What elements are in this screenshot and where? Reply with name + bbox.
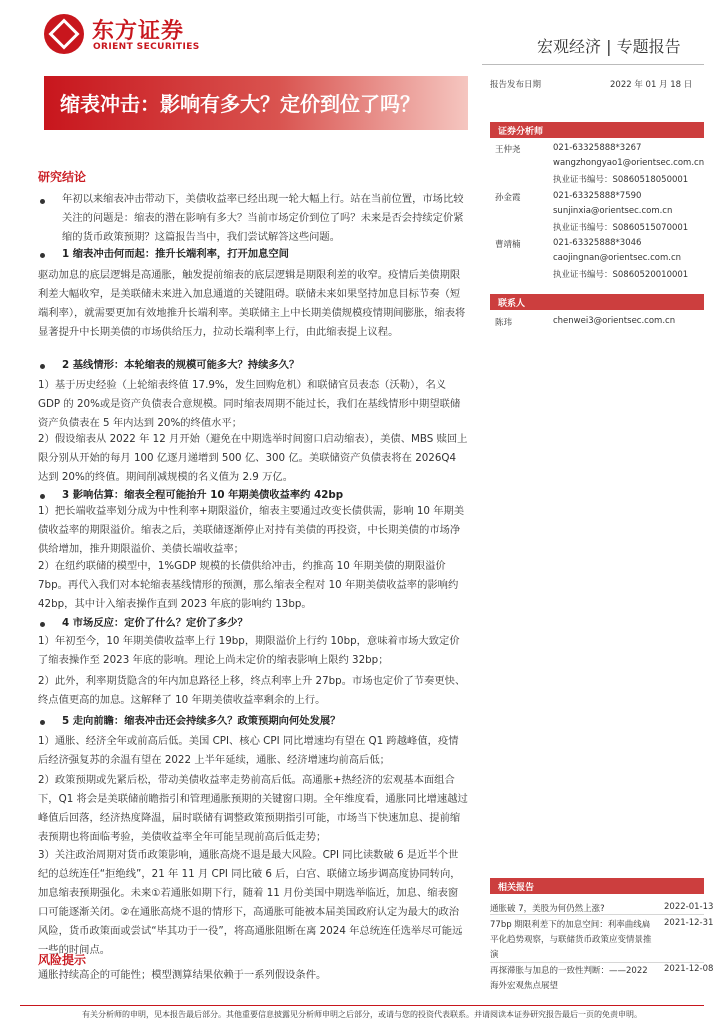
analyst-email[interactable]: wangzhongyao1@orientsec.com.cn [553,158,705,168]
point-paragraph: 1）基于历史经验（上轮缩表终值 17.9%，发生回购危机）和联储官员表态（沃勒），名义 GDP 的 20%或是资产负债表合意规模。同时缩表周期不能过长，我们在基线情形中期望联储资产负债表在 5 年内达到 20%的终值水平； [38,379,461,429]
related-divider [490,962,704,963]
analyst-license: 执业证书编号：S0860518050001 [553,175,689,185]
related-header-label: 相关报告 [498,883,535,893]
related-report-date: 2021-12-08 [664,964,714,974]
bullet-icon [40,364,45,369]
point-paragraph: 2）在纽约联储的模型中，1%GDP 规模的长债供给冲击，约推高 10 年期美债的期限溢价 7bp。再代入我们对本轮缩表基线情形的预测，那么缩表全程对 10 年期美债收益率的影响约 42bp，其中计入缩表操作直到 2023 年底的影响约 13bp。 [38,560,459,610]
bullet-icon [40,720,45,725]
analyst-phone: 021-63325888*7590 [553,191,642,201]
analyst-license: 执业证书编号：S0860515070001 [553,223,689,233]
report-title: 缩表冲击：影响有多大？定价到位了吗？ [60,92,420,116]
point-paragraph: 1）通胀、经济全年或前高后低。美国 CPI、核心 CPI 同比增速均有望在 Q1 跨越峰值，疫情后经济强复苏的余温有望在 2022 上半年延续，通胀、经济增速均前高后低； [38,735,459,766]
risk-heading: 风险提示 [38,953,87,967]
header-divider [482,64,704,65]
contact-email[interactable]: chenwei3@orientsec.com.cn [553,316,676,326]
risk-text: 通胀持续高企的可能性；模型测算结果依赖于一系列假设条件。 [38,969,327,981]
related-report-link[interactable]: 通胀破 7，美股为何仍然上涨? [490,904,605,914]
analyst-name: 曹靖楠 [495,240,521,250]
analyst-phone: 021-63325888*3046 [553,238,642,248]
point-paragraph: 2）假设缩表从 2022 年 12 月开始（避免在中期选举时间窗口启动缩表），美债、MBS 赎回上限分别从开始的每月 100 亿逐月递增到 500 亿、300 亿。美联储资产负债表将在 2026Q4 达到 20%的终值。期间削减规模的名义值为 2.9 万亿。 [38,433,468,483]
analysts-header [490,122,704,138]
point-title: 3 影响估算：缩表全程可能抬升 10 年期美债收益率约 42bp [62,489,344,501]
analyst-email[interactable]: caojingnan@orientsec.com.cn [553,253,682,263]
analyst-email[interactable]: sunjinxia@orientsec.com.cn [553,206,673,216]
point-paragraph: 1）把长端收益率划分成为中性利率+期限溢价，缩表主要通过改变长债供需，影响 10 年期美债收益率的期限溢价。缩表之后，美联储逐渐停止对持有美债的再投资，中长期美债的市场净供给增加，推升期限溢价、美债长端收益率； [38,505,465,555]
analyst-name: 王仲尧 [495,145,521,155]
report-type: 宏观经济 | 专题报告 [537,37,681,56]
point-paragraph: 驱动加息的底层逻辑是高通胀，触发提前缩表的底层逻辑是期限利差的收窄。疫情后美债期限利差大幅收窄，是美联储未来进入加息通道的关键阻碍。联储未来如果坚持加息目标节奏（短端利率），就需要更加有效地推升长端利率。美联储主上中长期美债规模疫情期间膨胀，缩表将显著提升中长期美债的市场供给压力，拉动长端利率上行，由此缩表提上议程。 [38,269,466,338]
logo-text-en: ORIENT SECURITIES [93,42,200,52]
related-report-link[interactable]: 再探滞胀与加息的一致性判断：——2022 海外宏观焦点展望 [490,966,648,991]
contact-header-label: 联系人 [498,299,526,309]
related-report-date: 2022-01-13 [664,902,714,912]
footer-disclaimer: 有关分析师的申明，见本报告最后部分。其他重要信息披露见分析师申明之后部分，或请与您的投资代表联系。并请阅读本证券研究报告最后一页的免责申明。 [82,1010,642,1019]
related-divider [490,914,704,915]
related-report-link[interactable]: 77bp 期限利差下的加息空间：利率曲线扁平化趋势观察，与联储货币政策应变情景推演 [490,920,652,960]
point-paragraph: 1）年初至今，10 年期美债收益率上行 19bp，期限溢价上行约 10bp，意味着市场大致定价了缩表操作至 2023 年底的影响。理论上尚未定价的缩表影响上限约 32bp； [38,635,460,666]
point-paragraph: 2）政策预期或先紧后松，带动美债收益率走势前高后低。高通胀+热经济的宏观基本面组合下，Q1 将会是美联储前瞻指引和管理通胀预期的关键窗口期。全年维度看，通胀同比增速越过峰值后回落，经济热度降温，届时联储有调整政策预期指引可能，市场当下快速加息、提前缩表预期也将面临考验，美债收益率全年可能呈现前高后低走势； [38,774,468,843]
point-title: 1 缩表冲击何而起：推升长端利率，打开加息空间 [62,248,289,260]
analysts-header-label: 证券分析师 [498,127,544,137]
bullet-icon [40,622,45,627]
point-title: 2 基线情形：本轮缩表的规模可能多大？持续多久？ [62,359,300,371]
bullet-icon [40,199,45,204]
related-report-date: 2021-12-31 [664,918,714,928]
report-date-value: 2022 年 01 月 18 日 [610,80,693,90]
summary-heading: 研究结论 [38,170,87,184]
analyst-license: 执业证书编号：S0860520010001 [553,270,689,280]
logo-text-cn: 东方证券 [92,19,185,44]
point-title: 5 走向前瞻：缩表冲击还会持续多久？政策预期向何处发展？ [62,715,341,727]
bullet-icon [40,494,45,499]
contact-header [490,294,704,310]
analyst-phone: 021-63325888*3267 [553,143,642,153]
point-title: 4 市场反应：定价了什么？定价了多少？ [62,617,248,629]
summary-intro: 年初以来缩表冲击带动下，美债收益率已经出现一轮大幅上行。站在当前位置，市场比较关注的问题是：缩表的潜在影响有多大？当前市场定价到位了吗？未来是否会持续定价紧缩的货币政策预期？这篇报告当中，我们尝试解答这些问题。 [62,193,464,243]
point-paragraph: 3）关注政治周期对货币政策影响，通胀高烧不退是最大风险。CPI 同比读数破 6 是近半个世纪的总统连任“拒绝线”，21 年 11 月 CPI 同比破 6 后，白宫、联储立场步调高度协同转向，加息缩表预期强化。未来①若通胀如期下行，随着 11 月份美国中期选举临近，加息、缩表窗口可能逐渐关闭。②在通胀高烧不退的情形下，高通胀可能被本届美国政府认定为最大的政治风险，货币政策面或尝试“毕其功于一役”，将高通胀阻断在离 2024 年总统连任选举尽可能远一些的时间点。 [38,849,463,956]
point-paragraph: 2）此外，利率期货隐含的年内加息路径上移，终点利率上升 27bp。市场也定价了节奏更快、终点值更高的加息。这解释了 10 年期美债收益率剩余的上行。 [38,675,466,706]
logo-icon [44,14,84,54]
related-header [490,878,704,894]
analyst-name: 孙金霞 [495,193,521,203]
footer-divider [20,1005,704,1006]
report-date-label: 报告发布日期 [490,80,542,90]
bullet-icon [40,253,45,258]
contact-name: 陈玮 [495,318,513,328]
